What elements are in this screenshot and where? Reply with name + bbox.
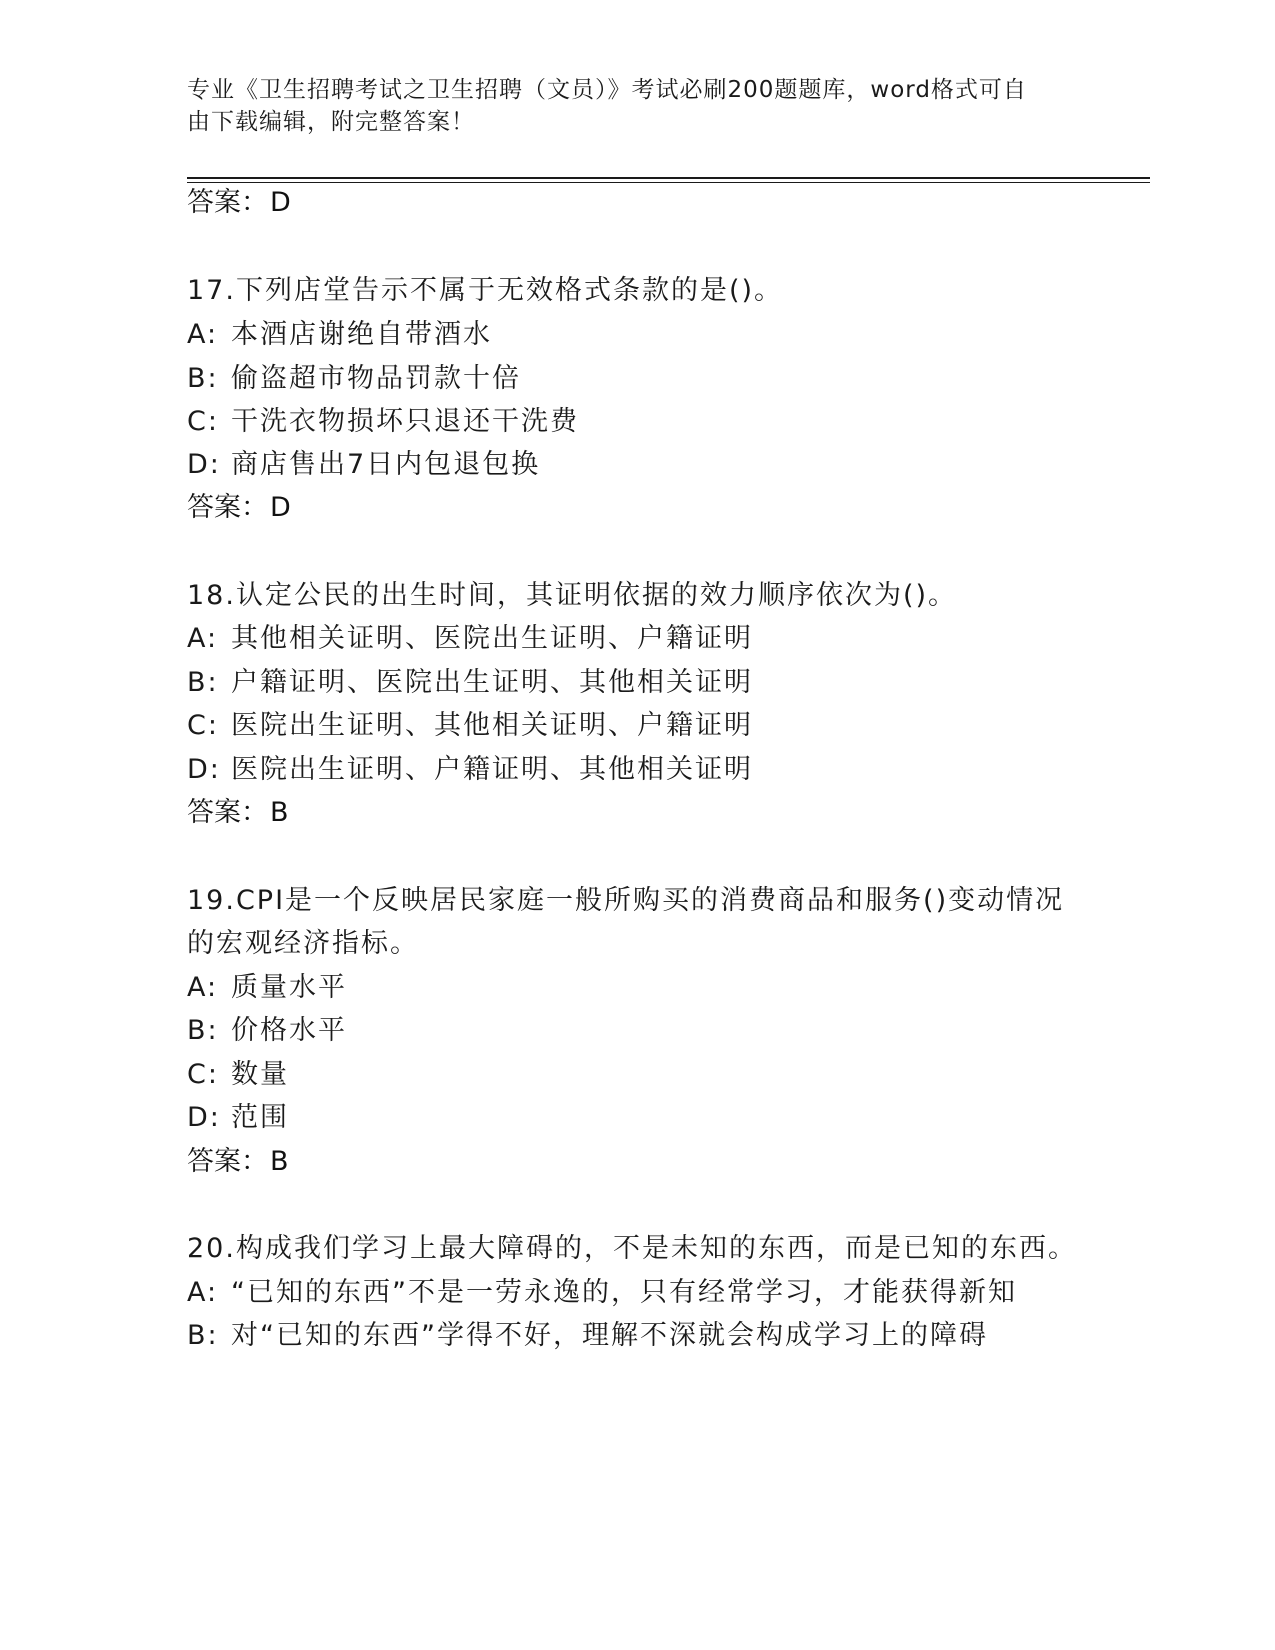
option-b [187,362,521,396]
option-key: B: [187,363,219,394]
option-c [187,405,579,439]
header-divider-thin [187,182,1150,183]
header-line-2: 由下载编辑，附完整答案！ [187,109,475,135]
option-a [187,971,347,1005]
option-key: C: [187,406,219,437]
option-text: 医院出生证明、其他相关证明、户籍证明 [231,710,753,741]
option-key: D: [187,754,221,785]
option-key: A: [187,319,219,350]
question-stem: 20.构成我们学习上最大障碍的，不是未知的东西，而是已知的东西。 [187,1233,1077,1264]
option-key: D: [187,449,221,480]
answer-label: 答案： [187,1146,268,1177]
answer-value: D [270,187,291,218]
option-text: 数量 [231,1059,289,1090]
option-key: A: [187,972,219,1003]
option-text: 医院出生证明、户籍证明、其他相关证明 [231,754,753,785]
option-a [187,318,492,352]
option-d [187,753,753,787]
option-b [187,1319,988,1353]
question-stem: 18.认定公民的出生时间，其证明依据的效力顺序依次为()。 [187,580,958,611]
answer-value: B [270,1146,289,1177]
option-key: B: [187,1320,219,1351]
option-text: 户籍证明、医院出生证明、其他相关证明 [231,667,753,698]
option-text: 其他相关证明、医院出生证明、户籍证明 [231,623,753,654]
option-key: D: [187,1102,221,1133]
option-d [187,448,540,482]
option-text: 对“已知的东西”学得不好，理解不深就会构成学习上的障碍 [231,1320,988,1351]
option-key: A: [187,623,219,654]
option-key: A: [187,1277,219,1308]
option-key: B: [187,1015,219,1046]
answer-line [187,796,289,830]
header-line-1: 专业《卫生招聘考试之卫生招聘（文员）》考试必刷200题题库，word格式可自 [187,77,1027,103]
question-stem-continued: 的宏观经济指标。 [187,928,419,959]
answer-line [187,1145,289,1179]
option-text: 范围 [231,1102,289,1133]
option-a [187,622,753,656]
option-text: 质量水平 [231,972,347,1003]
option-text: 干洗衣物损坏只退还干洗费 [231,406,579,437]
answer-line [187,186,291,220]
answer-label: 答案： [187,492,268,523]
option-c [187,1058,289,1092]
answer-value: B [270,797,289,828]
option-text: 商店售出7日内包退包换 [231,449,541,480]
option-key: B: [187,667,219,698]
option-a [187,1276,1017,1310]
option-c [187,709,753,743]
answer-value: D [270,492,291,523]
header-divider-thick [187,177,1150,179]
option-key: C: [187,1059,219,1090]
option-text: 偷盗超市物品罚款十倍 [231,363,521,394]
option-text: 本酒店谢绝自带酒水 [231,319,492,350]
option-text: “已知的东西”不是一劳永逸的，只有经常学习，才能获得新知 [231,1277,1017,1308]
question-stem: 19.CPI是一个反映居民家庭一般所购买的消费商品和服务()变动情况 [187,885,1065,916]
option-b [187,1014,347,1048]
option-text: 价格水平 [231,1015,347,1046]
option-key: C: [187,710,219,741]
document-header [187,74,1067,138]
answer-label: 答案： [187,797,268,828]
option-d [187,1101,289,1135]
answer-label: 答案： [187,187,268,218]
question-stem: 17.下列店堂告示不属于无效格式条款的是()。 [187,275,784,306]
answer-line [187,491,291,525]
option-b [187,666,753,700]
